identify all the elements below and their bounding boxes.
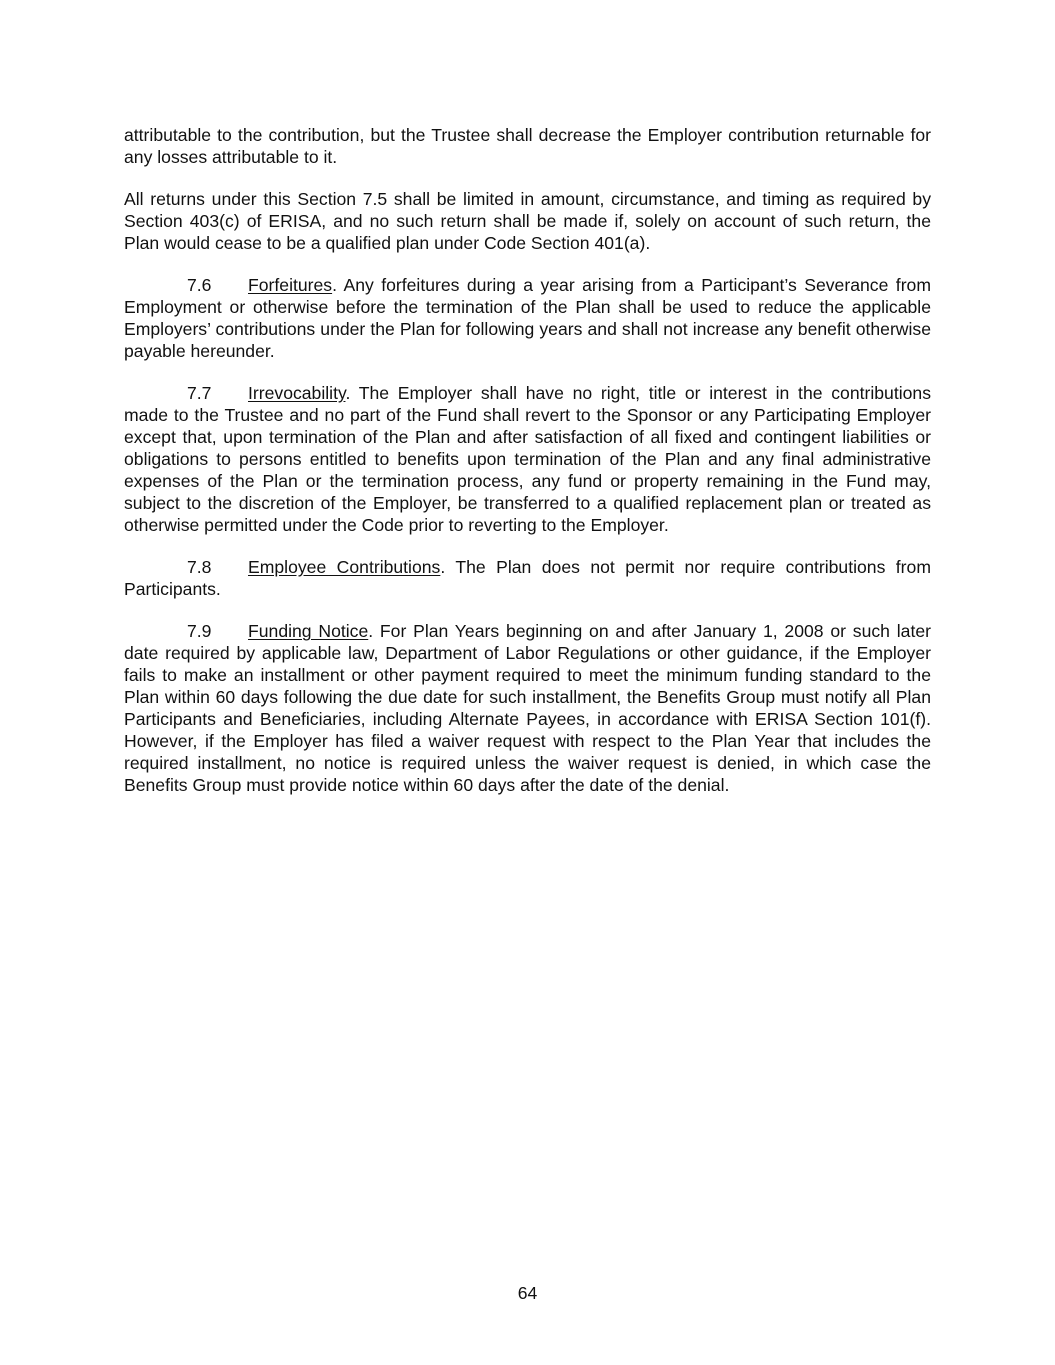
section-heading-forfeitures: Forfeitures [248,275,333,296]
page-number: 64 [517,1283,538,1303]
section-number: 7.8 [187,557,212,578]
section-text: . Any forfeitures during a year arising from a Participant’s Severance from Employment or otherwise before the termination of the Plan shall be used to reduce the applicable Employers’ contributions under the Plan for following years and shall not increase any benefit otherwise payable hereunder. [124,275,931,362]
section-7-6 [124,275,931,363]
section-number: 7.6 [187,275,212,296]
document-body [124,125,931,817]
section-heading-employee-contributions: Employee Contributions [248,557,441,578]
section-text: . For Plan Years beginning on and after January 1, 2008 or such later date required by applicable law, Department of Labor Regulations or other guidance, if the Employer fails to make an installment or other payment required to meet the minimum funding standard to the Plan within 60 days following the due date for such installment, the Benefits Group must notify all Plan Participants and Beneficiaries, including Alternate Payees, in accordance with ERISA Section 101(f). However, if the Employer has filed a waiver request with respect to the Plan Year that includes the required installment, no notice is required unless the waiver request is denied, in which case the Benefits Group must provide notice within 60 days after the date of the denial. [124,621,931,795]
section-7-8 [124,557,931,601]
paragraph-returns: All returns under this Section 7.5 shall be limited in amount, circumstance, and timing as required by Section 403(c) of ERISA, and no such return shall be made if, solely on account of such return, the Plan would cease to be a qualified plan under Code Section 401(a). [124,189,931,254]
paragraph-continuation: attributable to the contribution, but the Trustee shall decrease the Employer contribution returnable for any losses attributable to it. [124,125,931,167]
section-number: 7.7 [187,383,212,404]
section-text: . The Employer shall have no right, title or interest in the contributions made to the Trustee and no part of the Fund shall revert to the Sponsor or any Participating Employer except that, upon termination of the Plan and after satisfaction of all fixed and contingent liabilities or obligations to persons entitled to benefits upon termination of the Plan and any final administrative expenses of the Plan or the termination process, any fund or property remaining in the Fund may, subject to the discretion of the Employer, be transferred to a qualified replacement plan or treated as otherwise permitted under the Code prior to reverting to the Employer. [124,383,931,535]
section-text: . The Plan does not permit nor require contributions from Participants. [124,557,931,599]
section-number: 7.9 [187,621,212,642]
section-7-7 [124,383,931,536]
section-7-9 [124,621,931,796]
section-heading-irrevocability: Irrevocability [248,383,346,404]
section-heading-funding-notice: Funding Notice [248,621,369,642]
